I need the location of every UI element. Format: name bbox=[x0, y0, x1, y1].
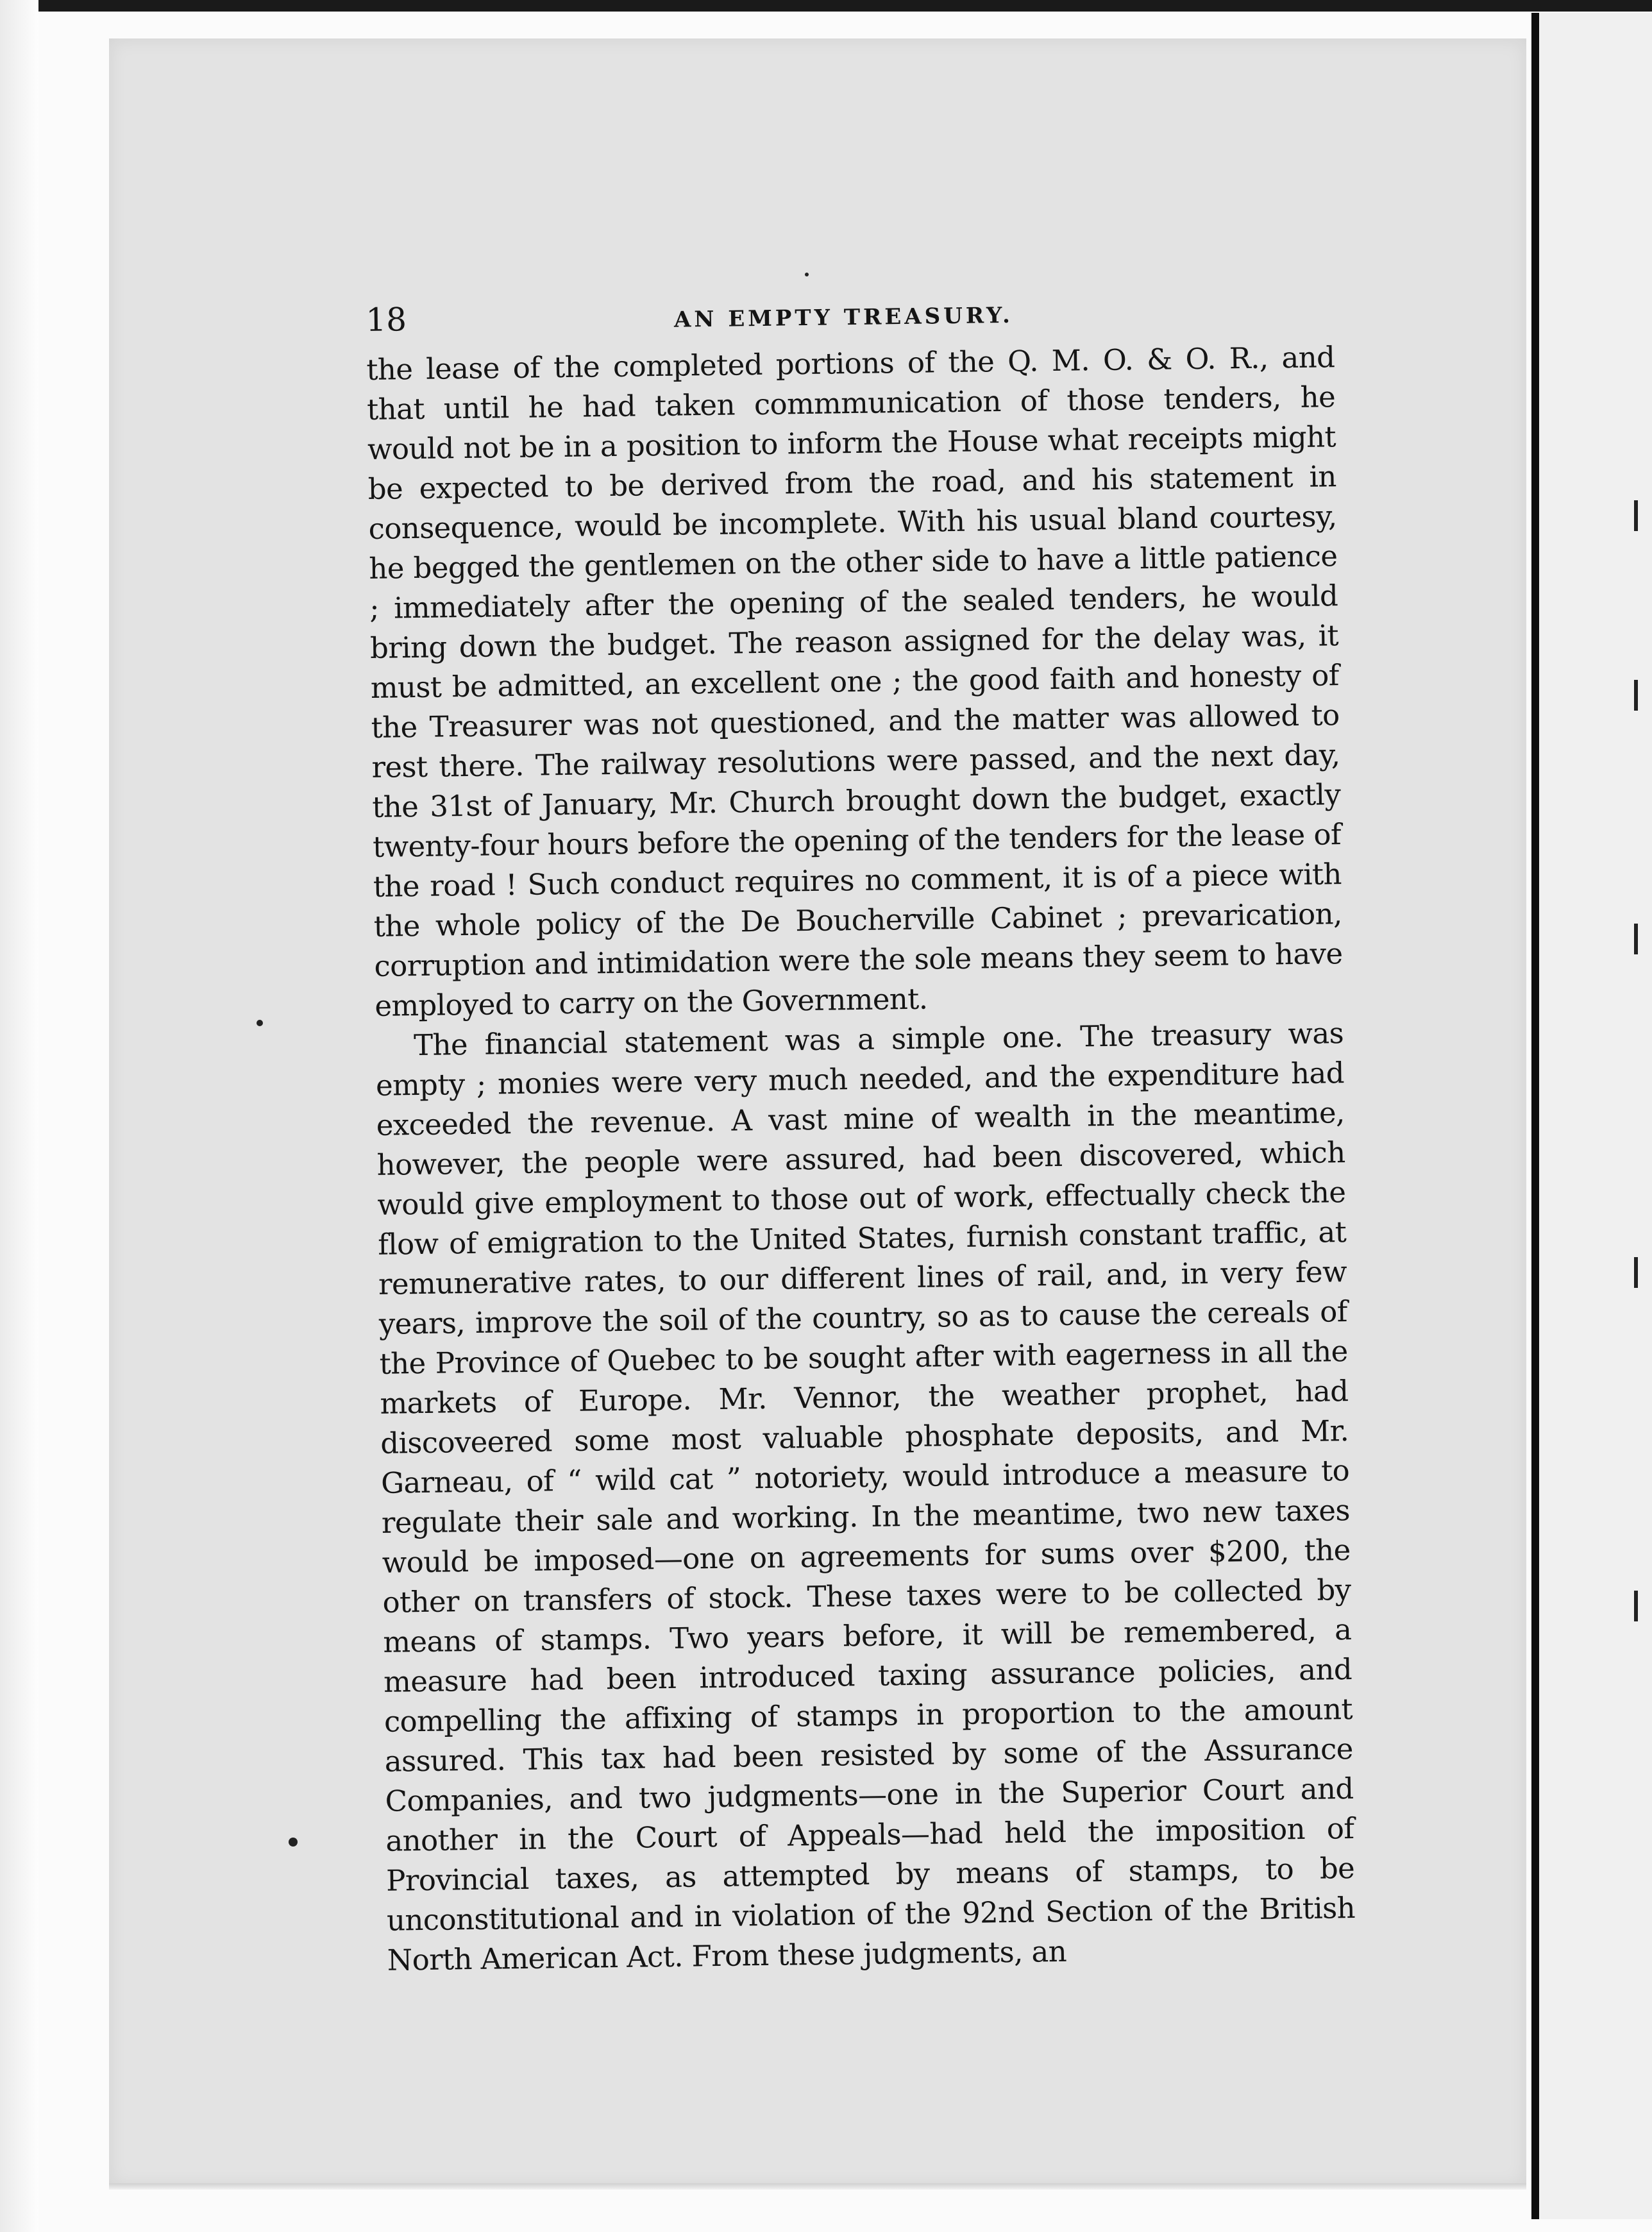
scan-top-border bbox=[0, 0, 1652, 12]
adjacent-page-edge bbox=[1539, 13, 1652, 2219]
adjacent-page-mark bbox=[1634, 924, 1638, 954]
page-number: 18 bbox=[366, 301, 407, 339]
body-paragraph: the lease of the completed portions of the Q. M. O. & O. R., and that until he had taken commmunication of those tenders, he would not be in a position to inform the House what receipts might be expected to be derived from the road, and his statement in consequence, would be incomplete. With his usual bland courtesy, he begged the gentlemen on the other side to have a little patience ; immediately after the opening of the sealed tenders, he would bring down the budget. The reason assigned for the delay was, it must be admitted, an excellent one ; the good faith and honesty of the Treasurer was not questioned, and the matter was allowed to rest there. The railway resolutions were passed, and the next day, the 31st of January, Mr. Church brought down the budget, exactly twenty-four hours before the opening of the tenders for the lease of the road ! Such conduct requires no comment, it is of a piece with the whole policy of the De Boucherville Cabinet ; prevarication, corruption and intimidation were the sole means they seem to have employed to carry on the Government. bbox=[366, 340, 1343, 1023]
scan-speck bbox=[257, 1020, 263, 1026]
scan-speck bbox=[289, 1838, 298, 1847]
page-bottom-edge bbox=[109, 2183, 1526, 2190]
adjacent-page-mark bbox=[1634, 500, 1638, 531]
book-gutter bbox=[1531, 13, 1539, 2219]
running-title: AN EMPTY TREASURY. bbox=[673, 302, 1014, 333]
body-paragraph: The financial statement was a simple one. The treasury was empty ; monies were very much needed, and the expenditure had exceeded the revenue. A vast mine of wealth in the meantime, however, the people were assured, had been discovered, which would give employment to those out of work, effectually check the flow of emigration to the United States, furnish constant traffic, at remunerative rates, to our different lines of rail, and, in very few years, improve the soil of the country, so as to cause the cereals of the Province of Quebec to be sought after with eagerness in all the markets of Europe. Mr. Vennor, the weather prophet, had discoveered some most valuable phosphate deposits, and Mr. Garneau, of “ wild cat ” notoriety, would introduce a measure to regulate their sale and working. In the meantime, two new taxes would be imposed—one on agreements for sums over $200, the other on transfers of stock. These taxes were to be collected by means of stamps. Two years before, it will be remembered, a measure had been introduced taxing assurance policies, and compelling the affixing of stamps in proportion to the amount assured. This tax had been resisted by some of the Assurance Companies, and two judgments—one in the Superior Court and another in the Court of Appeals—had held the imposition of Provincial taxes, as attempted by means of stamps, to be unconstitutional and in violation of the 92nd Section of the British North American Act. From these judgments, an bbox=[375, 1016, 1356, 1977]
adjacent-page-mark bbox=[1634, 1257, 1638, 1288]
scan-left-margin bbox=[0, 0, 38, 2232]
adjacent-page-mark bbox=[1634, 1591, 1638, 1621]
page-content bbox=[366, 289, 1356, 1981]
scan-speck bbox=[805, 273, 809, 276]
adjacent-page-mark bbox=[1634, 680, 1638, 711]
